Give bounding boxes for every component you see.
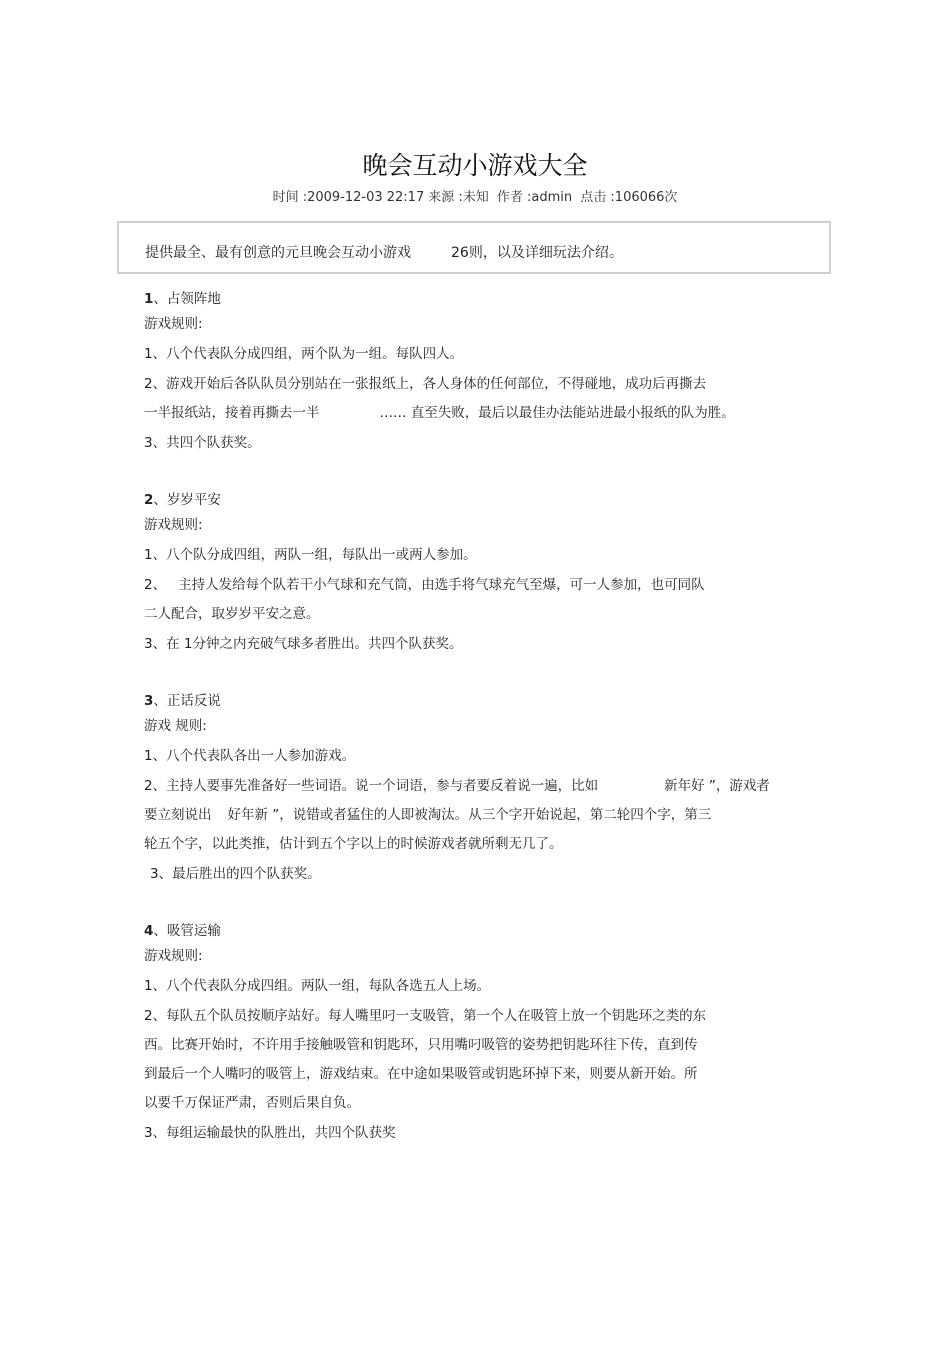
rule-line: 2、游戏开始后各队队员分别站在一张报纸上，各人身体的任何部位，不得碰地，成功后再撕去 [144,376,707,392]
rule-line: 3、在 1分钟之内充破气球多者胜出。共四个队获奖。 [144,636,463,652]
rule-line: 一半报纸站，接着再撕去一半 …… 直至失败，最后以最佳办法能站进最小报纸的队为胜。 [144,405,735,421]
section-title-text: 、岁岁平安 [153,492,221,508]
rule-line: 3、共四个队获奖。 [144,435,261,451]
section-title-text: 、占领阵地 [153,291,221,307]
rule-line: 1、八个代表队分成四组，两个队为一组。每队四人。 [144,346,464,362]
article-meta [0,186,950,205]
intro-text-part2: 26则，以及详细玩法介绍。 [451,245,623,261]
rule-label: 游戏规则: [144,316,203,332]
section-title-text: 、正话反说 [153,693,221,709]
rule-line: 以要千万保证严肃，否则后果自负。 [144,1095,360,1111]
rule-line: 二人配合，取岁岁平安之意。 [144,606,320,622]
intro-text-part1: 提供最全、最有创意的元旦晚会互动小游戏 [145,245,411,261]
rule-line: 3、最后胜出的四个队获奖。 [150,866,321,882]
section-number: 2 [144,492,154,508]
game-section [144,918,834,1149]
intro-box [117,221,831,274]
meta-source: 来源 :未知 [428,190,489,205]
section-title [144,688,834,714]
section-number: 3 [144,693,154,709]
rule-line: 1、八个队分成四组，两队一组，每队出一或两人参加。 [144,547,477,563]
page-title: 晚会互动小游戏大全 [362,151,588,180]
rule-line: 2、主持人要事先准备好一些词语。说一个词语，参与者要反着说一遍，比如 新年好 ”，游戏者 [144,778,770,794]
rule-line: 要立刻说出 好年新 ”，说错或者猛住的人即被淘汰。从三个字开始说起，第二轮四个字，第三 [144,807,712,823]
section-number: 1 [144,291,154,307]
section-title [144,286,834,312]
rule-line: 2、每队五个队员按顺序站好。每人嘴里叼一支吸管，第一个人在吸管上放一个钥匙环之类的东 [144,1008,707,1024]
rule-label: 游戏 规则: [144,718,207,734]
rule-line: 2、 主持人发给每个队若干小气球和充气筒，由选手将气球充气至爆，可一人参加，也可同队 [144,577,705,593]
section-title [144,918,834,944]
rule-line: 到最后一个人嘴叼的吸管上，游戏结束。在中途如果吸管或钥匙环掉下来，则要从新开始。所 [144,1066,698,1082]
section-title-text: 、吸管运输 [153,923,221,939]
rule-line: 1、八个代表队各出一人参加游戏。 [144,748,356,764]
article-body [144,286,834,1149]
rule-line: 西。比赛开始时，不许用手接触吸管和钥匙环，只用嘴叼吸管的姿势把钥匙环往下传，直到传 [144,1037,698,1053]
game-section [144,487,834,688]
game-section [144,286,834,487]
meta-clicks: 点击 :106066次 [580,190,678,205]
rule-line: 3、每组运输最快的队胜出，共四个队获奖 [144,1125,396,1141]
intro-text [145,242,623,262]
rule-line: 轮五个字，以此类推，估计到五个字以上的时候游戏者就所剩无几了。 [144,836,563,852]
rule-line: 1、八个代表队分成四组。两队一组，每队各选五人上场。 [144,978,491,994]
rule-label: 游戏规则: [144,948,203,964]
section-number: 4 [144,923,154,939]
meta-time: 时间 :2009-12-03 22:17 [272,190,425,205]
section-title [144,487,834,513]
rule-label: 游戏规则: [144,517,203,533]
meta-author: 作者 :admin [496,190,573,205]
game-section [144,688,834,918]
